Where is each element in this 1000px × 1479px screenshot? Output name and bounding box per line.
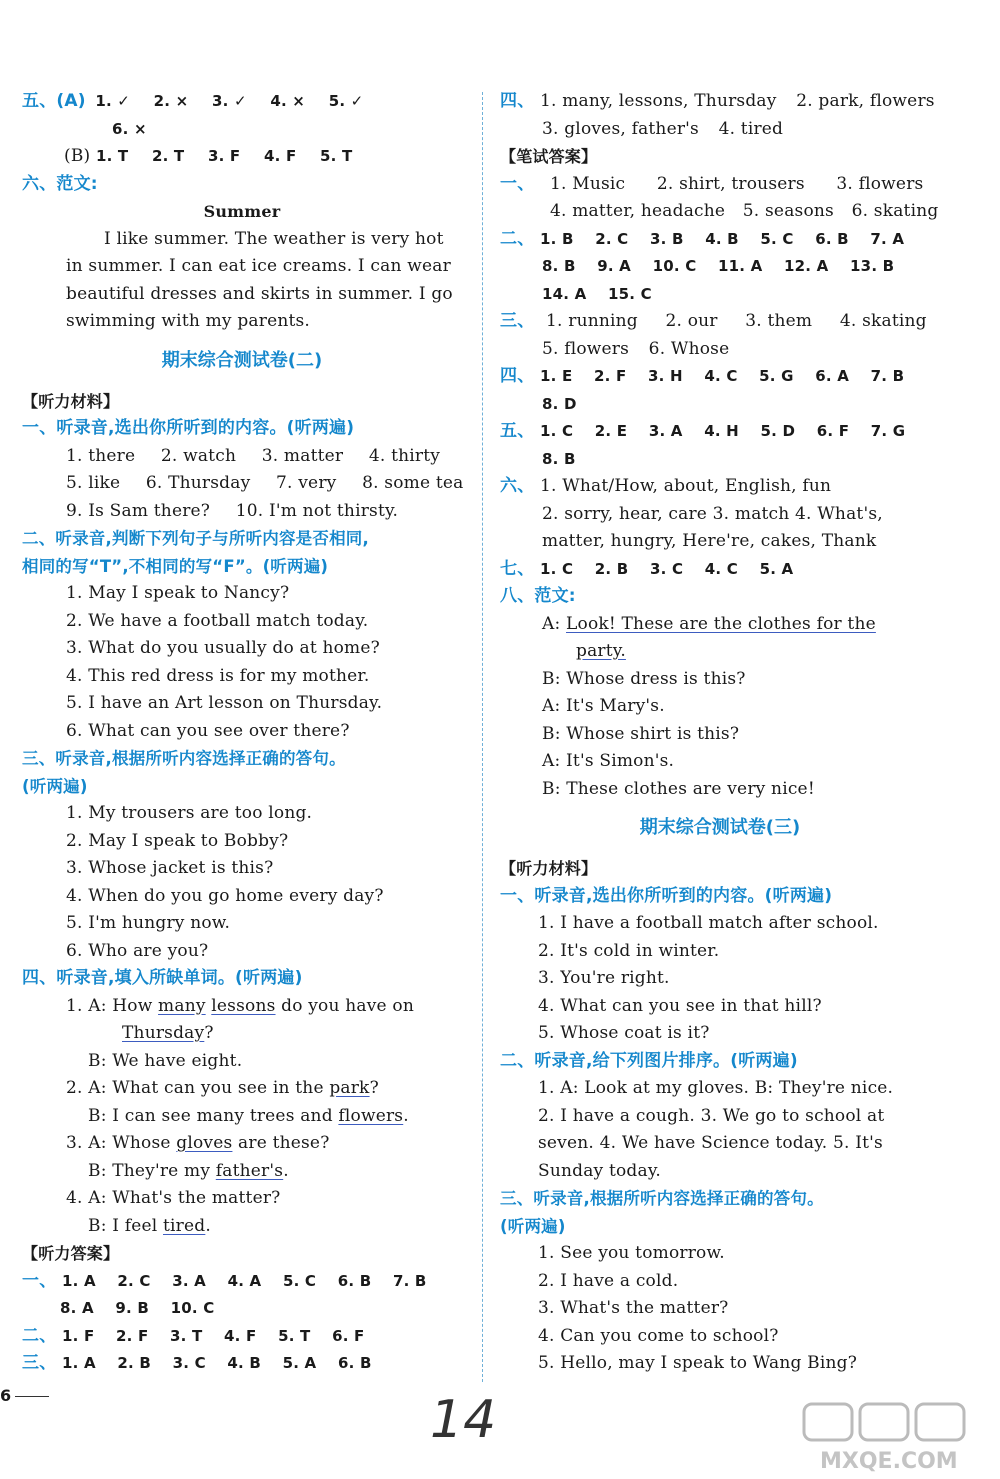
answer: 5. flowers (542, 338, 630, 359)
answer-label: 三、 (500, 311, 535, 331)
part2-heading: 二、听录音,判断下列句子与所听内容是否相同, (22, 529, 369, 548)
answer: 8. B (542, 257, 576, 275)
answer: 10. C (652, 257, 697, 275)
part2-item: 3. What do you usually do at home? (66, 638, 380, 658)
text: ? (369, 1078, 379, 1098)
answer: 6. B (337, 1354, 372, 1372)
text: . (205, 1215, 211, 1236)
word: 7. very (276, 473, 337, 493)
text: are these? (232, 1133, 330, 1153)
answer: 1. What/How, about, English, fun (540, 476, 832, 496)
part2-item: 4. This red dress is for my mother. (66, 665, 370, 686)
answer: 2. F (116, 1326, 149, 1345)
t3-item: 1. See you tomorrow. (538, 1243, 725, 1263)
text: . (283, 1160, 289, 1181)
t2-line: 1. A: Look at my gloves. B: They're nice. (538, 1078, 894, 1098)
t3-heading: 三、听录音,根据所听内容选择正确的答句。 (500, 1189, 824, 1208)
answer: 4. A (227, 1271, 262, 1290)
section-6-label: 六、范文: (22, 173, 98, 194)
w2-cont (500, 281, 940, 309)
answer: 1. B (540, 229, 574, 248)
t3-item: 2. I have a cold. (538, 1270, 679, 1291)
part4-q1b: B: We have eight. (88, 1050, 243, 1071)
answer: 7. G (870, 422, 906, 440)
part3-item: 5. I'm hungry now. (66, 913, 231, 933)
answer: 3. C (650, 559, 684, 578)
handwritten-number: 14 (430, 1390, 497, 1450)
answer: 2. B (594, 559, 629, 578)
filled-answer: tired (163, 1215, 206, 1236)
w4 (500, 363, 940, 391)
answer-label: 六、 (500, 476, 535, 496)
answer: 2. F (594, 367, 627, 385)
part2-heading-cont: 相同的写“T”,不相同的写“F”。(听两遍) (22, 556, 329, 576)
answer: 11. A (718, 257, 763, 275)
page-number: 6 (0, 1386, 49, 1405)
part3-item: 1. My trousers are too long. (66, 803, 313, 823)
answer: 3. flowers (836, 173, 924, 194)
dialog-line: B: These clothes are very nice! (542, 778, 815, 799)
answer: 6. B (337, 1271, 372, 1290)
answer: 1. many, lessons, Thursday (540, 91, 777, 111)
answer: 1. ✓ (95, 92, 131, 110)
filled-answer: flowers (338, 1105, 404, 1126)
t1-item: 5. Whose coat is it? (538, 1023, 710, 1043)
w8 (500, 583, 940, 611)
filled-answer: gloves (176, 1133, 233, 1153)
answer-label: 七、 (500, 558, 535, 579)
answer: 6. × (112, 119, 147, 138)
essay-line: in summer. I can eat ice creams. I can wear (66, 256, 451, 276)
w7 (500, 556, 940, 584)
answer: 1. running (546, 311, 638, 331)
text: B: I can see many trees and (88, 1105, 339, 1126)
answer: 7. B (870, 367, 905, 385)
answer: 1. A (62, 1354, 96, 1372)
t1-item: 2. It's cold in winter. (538, 940, 720, 961)
filled-answer: lessons (211, 995, 276, 1016)
answer: 8. A (60, 1299, 94, 1317)
listen-answer-heading: 【听力答案】 (22, 1244, 120, 1263)
w5-cont (500, 446, 940, 474)
part3-item: 3. Whose jacket is this? (66, 858, 274, 878)
part4-q4b (22, 1213, 462, 1241)
essay-line: I like summer. The weather is very hot (104, 228, 444, 249)
answer-label: 一、 (500, 173, 535, 194)
answer: 5. T (320, 147, 353, 165)
text: B: They're my (88, 1160, 216, 1181)
w6-cont: matter, hungry, Here're, cakes, Thank (542, 531, 877, 551)
answer: 3. B (650, 229, 684, 248)
dialog-a1-cont (500, 638, 940, 666)
t1-heading: 一、听录音,选出你所听到的内容。(听两遍) (500, 885, 833, 906)
essay-line: swimming with my parents. (66, 311, 311, 331)
word: 10. I'm not thirsty. (235, 500, 399, 521)
t2-line: seven. 4. We have Science today. 5. It's (538, 1133, 883, 1153)
t3-item: 5. Hello, may I speak to Wang Bing? (538, 1353, 858, 1373)
t2-heading: 二、听录音,给下列图片排序。(听两遍) (500, 1050, 798, 1071)
part2-item: 6. What can you see over there? (66, 720, 350, 741)
t3-heading-cont: (听两遍) (500, 1216, 566, 1236)
dialog-text: party. (576, 641, 626, 661)
part1-row (22, 443, 462, 471)
answer: 5. A (759, 559, 794, 578)
part4-q1a-cont (22, 1020, 462, 1048)
r4-cont (500, 116, 940, 144)
answer: 1. C (540, 422, 574, 440)
part3-item: 2. May I speak to Bobby? (66, 830, 289, 851)
word: 5. like (66, 473, 121, 493)
filled-answer: many (158, 995, 206, 1016)
answer: 4. × (270, 92, 306, 110)
answer: 5. A (282, 1354, 317, 1372)
part4-q4a: 4. A: What's the matter? (66, 1188, 281, 1208)
part3-item: 4. When do you go home every day? (66, 885, 384, 906)
answer-label: 三、 (22, 1353, 57, 1373)
w3 (500, 308, 940, 336)
word: 4. thirty (368, 445, 441, 466)
part3-heading: 三、听录音,根据所听内容选择正确的答句。 (22, 749, 346, 768)
answer: 7. A (870, 229, 905, 248)
answer: 4. H (704, 422, 739, 440)
section-5b (22, 143, 462, 171)
w4-cont (500, 391, 940, 419)
listen-answer-3 (22, 1350, 462, 1378)
part4-q1a (22, 993, 462, 1021)
part4-heading: 四、听录音,填入所缺单词。(听两遍) (22, 968, 303, 988)
answer: 3. A (172, 1271, 206, 1290)
answer-label: 八、范文: (500, 586, 576, 606)
part1-row (22, 470, 462, 498)
part1-row (22, 498, 462, 526)
w2-cont (500, 253, 940, 281)
part2-item: 1. May I speak to Nancy? (66, 583, 290, 603)
answer: 12. A (784, 257, 829, 275)
answer: 7. B (392, 1271, 427, 1290)
w6-cont: 2. sorry, hear, care 3. match 4. What's, (542, 503, 883, 524)
answer: 3. F (207, 147, 241, 165)
answer: 2. park, flowers (796, 91, 935, 111)
t2-line: 2. I have a cough. 3. We go to school at (538, 1105, 885, 1126)
answer: 1. E (540, 367, 573, 385)
text: . (403, 1105, 409, 1126)
dialog-line: A: It's Mary's. (542, 696, 665, 716)
answer: 5. ✓ (328, 92, 364, 110)
t3-item: 4. Can you come to school? (538, 1325, 779, 1346)
answer: 5. D (760, 422, 796, 440)
answer: 8. B (542, 449, 576, 468)
answer: 6. A (815, 367, 850, 385)
answer: 2. shirt, trousers (656, 173, 805, 194)
w5 (500, 418, 940, 446)
answer: 5. C (760, 229, 794, 248)
section-6 (22, 171, 462, 199)
listen-material-heading: 【听力材料】 (500, 859, 598, 878)
answer: 3. C (172, 1354, 206, 1372)
answer: 4. skating (839, 311, 927, 331)
section-5a-label: 五、(A) (22, 91, 86, 111)
listen-material-heading: 【听力材料】 (22, 391, 120, 411)
word: 3. matter (261, 445, 344, 466)
text: 1. A: How (66, 995, 159, 1016)
answer: 4. B (227, 1354, 261, 1372)
answer: 1. A (62, 1271, 96, 1290)
answer: 4. F (224, 1326, 257, 1345)
answer: 1. Music (550, 173, 626, 194)
answer: 13. B (850, 257, 895, 275)
word: 6. Thursday (145, 473, 251, 493)
test2-title: 期末综合测试卷(二) (161, 349, 323, 371)
left-column (22, 88, 462, 1378)
listen-answer-2 (22, 1323, 462, 1351)
dialog-line: B: Whose shirt is this? (542, 723, 740, 744)
answer: 15. C (608, 284, 652, 303)
text: do you have on (275, 995, 414, 1016)
answer: 14. A (542, 284, 587, 303)
answer: 2. B (117, 1354, 151, 1372)
answer: 3. gloves, father's (542, 118, 699, 139)
answer: 3. them (745, 311, 813, 331)
answer: 2. T (151, 147, 185, 165)
listen-answer-1 (22, 1268, 462, 1296)
answer: 4. C (704, 367, 738, 385)
answer: 4. tired (718, 118, 784, 139)
answer: 3. A (648, 422, 683, 440)
answer: 2. our (665, 311, 718, 331)
answer-label: 五、 (500, 421, 535, 441)
answer: 3. ✓ (212, 92, 247, 110)
text: ? (204, 1023, 214, 1043)
filled-answer: park (329, 1078, 370, 1098)
answer: 2. × (153, 92, 189, 110)
dialog-a1: A: Look! These are the clothes for the (542, 613, 876, 634)
w2 (500, 226, 940, 254)
answer: 4. B (705, 229, 739, 248)
part2-item: 5. I have an Art lesson on Thursday. (66, 693, 383, 713)
watermark-logo (800, 1400, 995, 1475)
part4-q3b (22, 1158, 462, 1186)
filled-answer: father's (215, 1160, 284, 1181)
answer: 8. D (542, 394, 577, 413)
answer: 6. Whose (648, 338, 730, 359)
answer: 5. G (759, 367, 794, 385)
answer: 6. skating (851, 201, 939, 221)
answer-label: 四、 (500, 366, 535, 386)
section-5b-label: (B) (64, 146, 91, 166)
t2-line: Sunday today. (538, 1160, 662, 1181)
word: 8. some tea (362, 473, 464, 493)
part4-q2a (22, 1075, 462, 1103)
part3-heading-cont: (听两遍) (22, 776, 88, 796)
essay-line: beautiful dresses and skirts in summer. I go (66, 283, 453, 304)
right-column (500, 88, 940, 1378)
section-5a (22, 88, 462, 116)
answer: 5. T (278, 1326, 311, 1345)
answer-label: 四、 (500, 91, 535, 111)
t3-item: 3. What's the matter? (538, 1298, 729, 1318)
answer: 2. C (117, 1271, 151, 1290)
part1-heading: 一、听录音,选出你所听到的内容。(听两遍) (22, 418, 355, 438)
answer: 2. C (595, 229, 629, 248)
dialog-line: B: Whose dress is this? (542, 668, 746, 689)
answer: 1. T (95, 147, 129, 165)
answer: 2. E (594, 422, 628, 440)
essay-title: Summer (203, 202, 281, 221)
answer: 4. matter, headache (550, 201, 726, 221)
answer: 6. B (815, 229, 849, 248)
w1-cont (500, 198, 940, 226)
answer-label: 二、 (22, 1325, 57, 1346)
watermark-text: MXQE.COM (820, 1449, 958, 1474)
t1-item: 1. I have a football match after school. (538, 913, 879, 933)
answer: 10. C (170, 1299, 215, 1317)
answer: 9. B (115, 1299, 149, 1317)
part4-q2b (22, 1103, 462, 1131)
answer: 6. F (332, 1326, 365, 1345)
listen-answer-1-cont (22, 1295, 462, 1323)
answer: 3. T (170, 1326, 203, 1345)
answer: 4. F (263, 147, 297, 165)
w1 (500, 171, 940, 199)
answer-label: 二、 (500, 228, 535, 249)
filled-answer: Thursday (122, 1023, 205, 1043)
part3-item: 6. Who are you? (66, 940, 209, 961)
answer: 6. F (816, 422, 850, 440)
section-5a-cont (22, 116, 462, 144)
w3-cont (500, 336, 940, 364)
word: 1. there (66, 445, 136, 466)
dialog-text: Look! These are the clothes for the (566, 613, 876, 634)
test3-title: 期末综合测试卷(三) (639, 817, 801, 838)
t1-item: 3. You're right. (538, 968, 670, 988)
dialog-line: A: It's Simon's. (542, 751, 675, 771)
answer: 3. H (648, 367, 683, 385)
written-answer-heading: 【笔试答案】 (500, 147, 598, 166)
answer: 5. seasons (742, 201, 834, 221)
word: 2. watch (160, 445, 237, 466)
text: B: I feel (88, 1215, 163, 1236)
text: 2. A: What can you see in the (66, 1078, 330, 1098)
text: 3. A: Whose (66, 1133, 177, 1153)
answer: 1. C (540, 559, 574, 578)
part2-item: 2. We have a football match today. (66, 610, 369, 631)
w6 (500, 473, 940, 501)
answer: 4. C (704, 559, 738, 578)
answer-label: 一、 (22, 1270, 57, 1291)
r4 (500, 88, 940, 116)
column-divider (482, 92, 483, 1382)
answer: 1. F (62, 1326, 95, 1345)
answer: 9. A (597, 257, 631, 275)
word: 9. Is Sam there? (66, 500, 211, 521)
answer: 5. C (282, 1271, 317, 1290)
t1-item: 4. What can you see in that hill? (538, 995, 822, 1016)
part4-q3a (22, 1130, 462, 1158)
